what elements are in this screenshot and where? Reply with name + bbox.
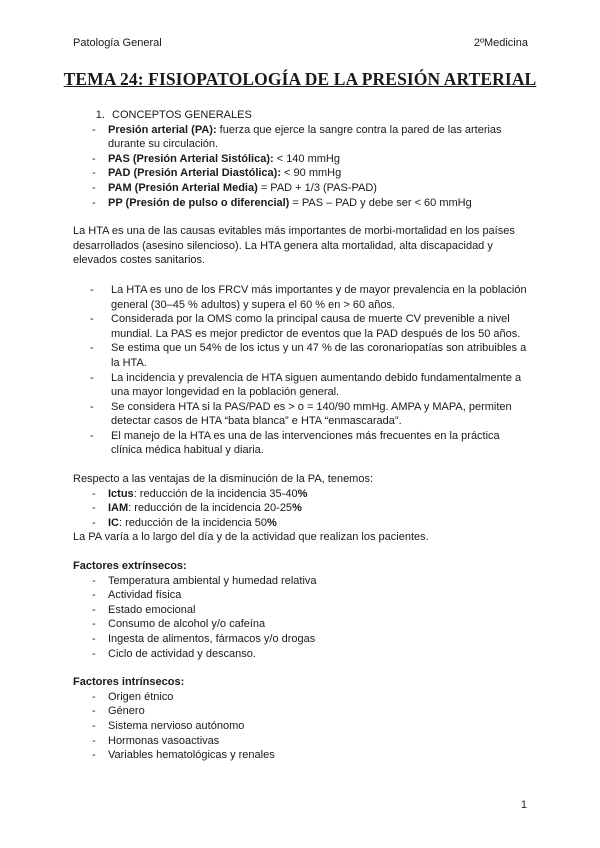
fact-item: - La incidencia y prevalencia de HTA siguen aumentando debido fundamentalmente a una mayor longevidad en la población general. [73, 371, 533, 400]
definition-item [73, 196, 533, 211]
fact-item: - La HTA es uno de los FRCV más importantes y de mayor prevalencia en la población general (30–45 % adultos) y supera el 60 % en > 60 años. [73, 283, 533, 312]
extrinsic-item: - Temperatura ambiental y humedad relativa [73, 574, 533, 589]
definitions-list [73, 123, 533, 211]
page-title: TEMA 24: FISIOPATOLOGÍA DE LA PRESIÓN ARTERIAL [63, 69, 537, 89]
intrinsic-item: - Origen étnico [73, 690, 533, 705]
advantage-item [73, 501, 533, 516]
header-course: Patología General [73, 37, 162, 49]
advantage-percent: % [297, 487, 308, 500]
extrinsic-heading [73, 559, 533, 574]
fact-item: - Considerada por la OMS como la principal causa de muerte CV prevenible a nivel mundial. La PAS es mejor predictor de eventos que la PAD después de los 50 años. [73, 312, 533, 341]
definition-item [73, 166, 533, 181]
fact-item: - El manejo de la HTA es una de las intervenciones más frecuentes en la práctica clínica médica habitual y diaria. [73, 429, 533, 458]
advantage-percent: % [266, 516, 277, 529]
page-number: 1 [520, 799, 527, 811]
extrinsic-item: - Consumo de alcohol y/o cafeína [73, 617, 533, 632]
definition-text: = PAS – PAD y debe ser < 60 mmHg [289, 196, 472, 209]
header-year: 2ºMedicina [473, 37, 528, 49]
definition-text: fuerza que ejerce la sangre contra la pared de las arterias durante su circulación. [108, 123, 502, 151]
extrinsic-list [73, 574, 533, 662]
advantage-percent: % [292, 502, 302, 515]
advantage-item [73, 516, 533, 531]
extrinsic-item: - Actividad física [73, 588, 533, 603]
advantages-intro: Respecto a las ventajas de la disminución de la PA, tenemos: [73, 473, 374, 486]
section-heading: 1. CONCEPTOS GENERALES [108, 108, 533, 123]
definition-term: Presión arterial (PA): [108, 123, 217, 136]
intrinsic-heading [73, 675, 533, 690]
intro-paragraph: La HTA es una de las causas evitables más importantes de morbi-mortalidad en los países desarrollados (asesino silencioso). La HTA genera alta mortalidad, alta discapacidad y elevados costes sanitarios. [73, 225, 515, 267]
intrinsic-item: - Variables hematológicas y renales [73, 748, 533, 763]
definition-item [73, 152, 533, 167]
fact-item: - Se considera HTA si la PAS/PAD es > o = 140/90 mmHg. AMPA y MAPA, permiten detectar casos de HTA “bata blanca” e HTA “enmascarada”. [73, 400, 533, 429]
advantage-term: IAM [108, 502, 129, 515]
definition-term: PAD (Presión Arterial Diastólica): [108, 167, 281, 180]
advantage-text: : reducción de la incidencia 20-25 [128, 502, 293, 515]
advantage-text: : reducción de la incidencia 35-40 [133, 487, 298, 500]
intrinsic-item: - Hormonas vasoactivas [73, 734, 533, 749]
extrinsic-item: - Estado emocional [73, 603, 533, 618]
definition-text: < 140 mmHg [273, 152, 340, 165]
definition-term: PAM (Presión Arterial Media) [108, 181, 258, 194]
definition-term: PAS (Presión Arterial Sistólica): [108, 152, 274, 165]
intrinsic-item: - Género [73, 704, 533, 719]
extrinsic-heading-text: Factores extrínsecos: [73, 560, 187, 573]
definition-text: < 90 mmHg [281, 167, 342, 180]
advantage-term: Ictus [108, 487, 134, 500]
section-list [73, 108, 533, 123]
definition-term: PP (Presión de pulso o diferencial) [108, 196, 290, 209]
intrinsic-list [73, 690, 533, 763]
advantage-item [73, 487, 533, 502]
advantage-text: : reducción de la incidencia 50 [119, 516, 267, 529]
definition-item [73, 181, 533, 196]
variation-paragraph: La PA varía a lo largo del día y de la actividad que realizan los pacientes. [73, 531, 429, 544]
definition-text: = PAD + 1/3 (PAS-PAD) [257, 181, 377, 194]
definition-item [73, 123, 533, 152]
advantage-term: IC [108, 516, 119, 529]
document-body [73, 108, 533, 763]
intrinsic-item: - Sistema nervioso autónomo [73, 719, 533, 734]
fact-item: - Se estima que un 54% de los ictus y un 47 % de las coronariopatías son atribuibles a la HTA. [73, 341, 533, 370]
intrinsic-heading-text: Factores intrínsecos: [73, 676, 185, 689]
advantages-list [73, 487, 533, 531]
extrinsic-item: - Ingesta de alimentos, fármacos y/o drogas [73, 632, 533, 647]
extrinsic-item: - Ciclo de actividad y descanso. [73, 647, 533, 662]
facts-list [73, 283, 533, 458]
